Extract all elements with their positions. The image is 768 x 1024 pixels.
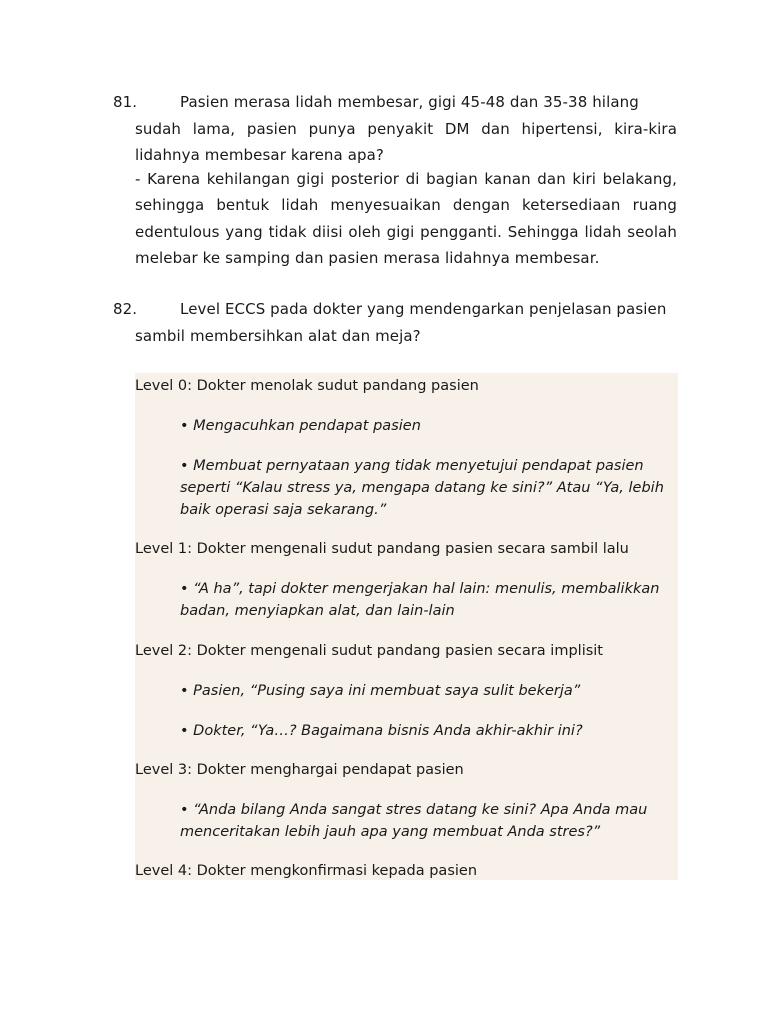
question-81-rest: sudah lama, pasien punya penyakit DM dan hipertensi, kira-kira lidahnya membesar karena apa? [135,119,677,164]
question-82-rest: sambil membersihkan alat dan meja? [135,326,421,345]
eccs-bullet [180,578,678,622]
eccs-level-4: Level 4: Dokter mengkonfirmasi kepada pasien [135,863,478,879]
eccs-level-2: Level 2: Dokter mengenali sudut pandang pasien secara implisit [135,643,603,659]
question-number: 82. [113,300,138,318]
bullet-dot: • [180,802,189,818]
question-82 [113,296,677,349]
bullet-dot: • [180,581,189,597]
bullet-text: Pasien, “Pusing saya ini membuat saya sulit bekerja” [193,683,581,699]
eccs-level-1: Level 1: Dokter mengenali sudut pandang pasien secara sambil lalu [135,541,629,557]
question-82-line1: Level ECCS pada dokter yang mendengarkan penjelasan pasien [180,300,667,318]
eccs-level-0: Level 0: Dokter menolak sudut pandang pasien [135,378,479,394]
question-number: 81. [113,93,138,111]
bullet-dot: • [180,418,189,434]
eccs-bullet [180,415,678,437]
bullet-dot: • [180,723,189,739]
eccs-bullet [180,720,678,742]
question-81-text [113,89,677,169]
bullet-dot: • [180,683,189,699]
bullet-dot: • [180,458,189,474]
bullet-text: Membuat pernyataan yang tidak menyetujui pendapat pasien seperti “Kalau stress ya, mengapa datang ke sini?” Atau “Ya, lebih baik operasi saja sekarang.” [180,458,664,518]
eccs-level-3: Level 3: Dokter menghargai pendapat pasien [135,762,464,778]
bullet-text: “Anda bilang Anda sangat stres datang ke sini? Apa Anda mau menceritakan lebih jauh apa yang membuat Anda stres?” [180,802,648,840]
bullet-text: “A ha”, tapi dokter mengerjakan hal lain: menulis, membalikkan badan, menyiapkan alat, dan lain-lain [180,581,660,619]
bullet-text: Mengacuhkan pendapat pasien [193,418,421,434]
question-82-text [113,296,677,349]
answer-81: - Karena kehilangan gigi posterior di bagian kanan dan kiri belakang, sehingga bentuk lidah menyesuaikan dengan ketersediaan ruang edentulous yang tidak diisi oleh gigi pengganti. Sehingga lidah seolah melebar ke samping dan pasien merasa lidahnya membesar. [135,169,677,267]
question-81 [113,89,677,272]
eccs-bullet [180,680,678,702]
eccs-bullet [180,455,678,521]
eccs-bullet [180,799,678,843]
question-81-line1: Pasien merasa lidah membesar, gigi 45-48 dan 35-38 hilang [180,93,639,111]
bullet-text: Dokter, “Ya…? Bagaimana bisnis Anda akhir-akhir ini? [193,723,583,739]
